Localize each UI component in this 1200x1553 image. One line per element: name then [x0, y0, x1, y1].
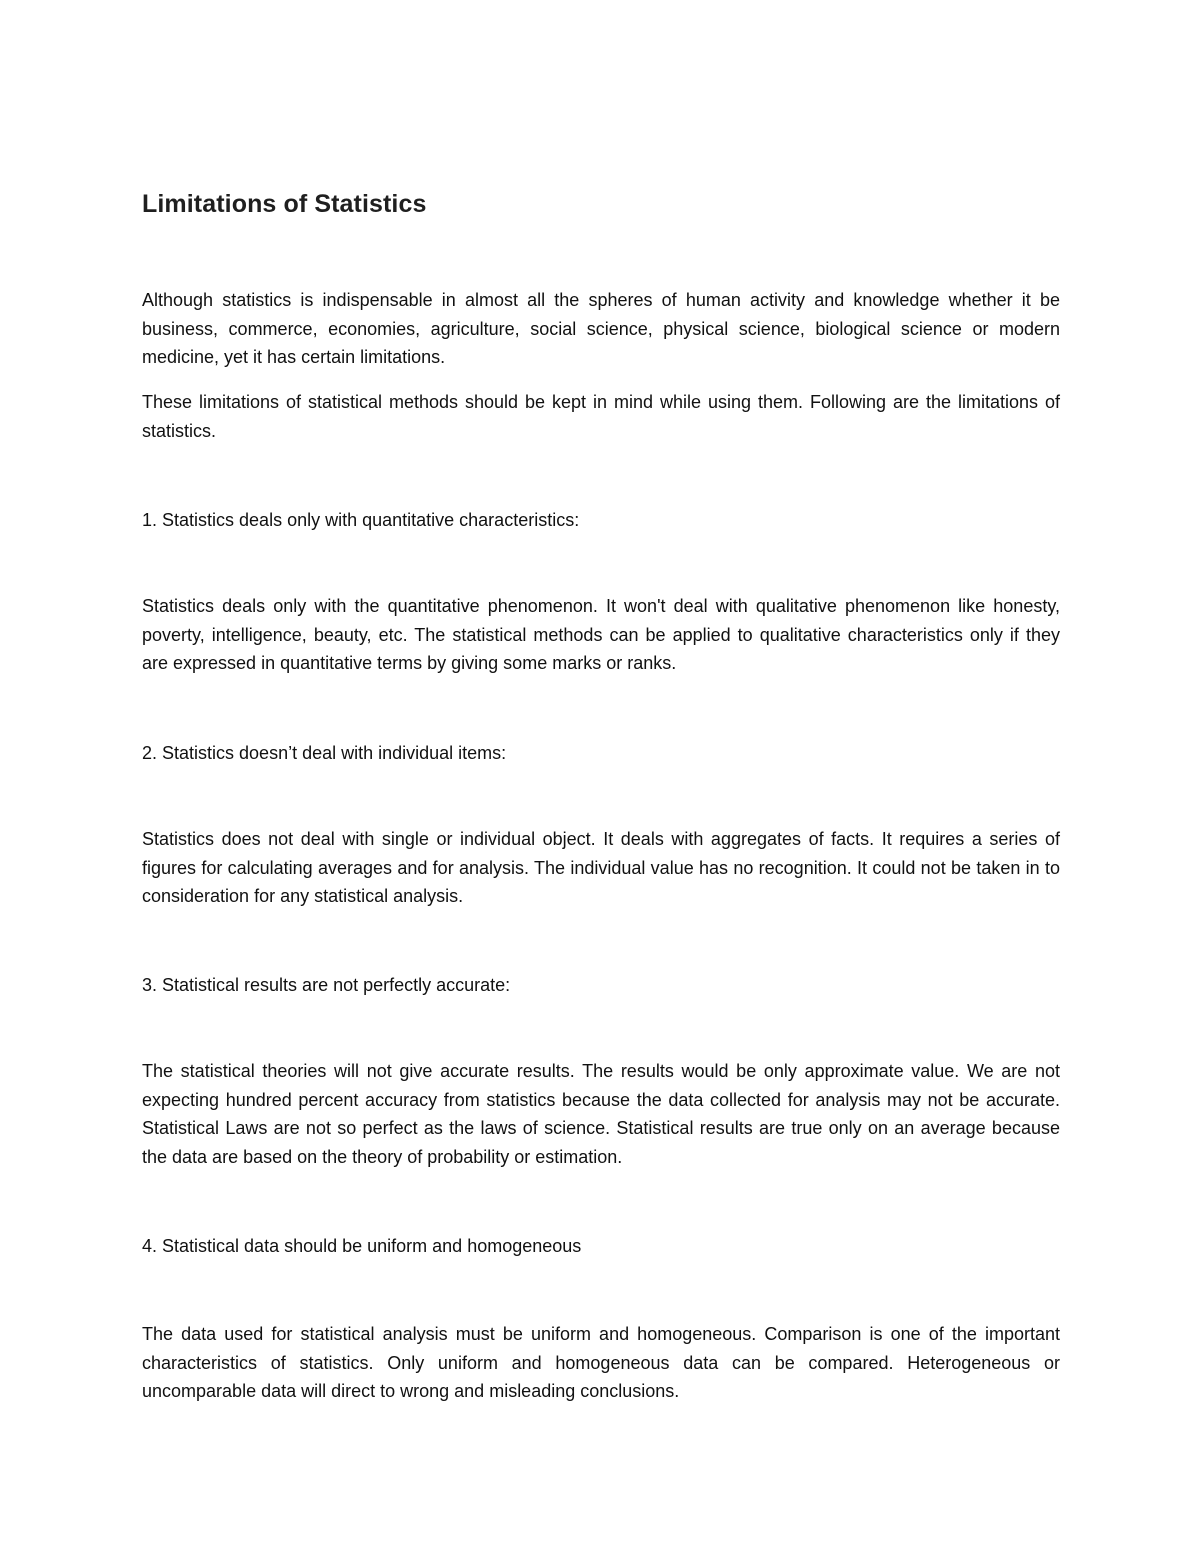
section-2-heading: 2. Statistics doesn’t deal with individual items: [142, 743, 507, 763]
section-3-body: The statistical theories will not give accurate results. The results would be only approximate value. We are not expecting hundred percent accuracy from statistics because the data collected for analysis may not be accurate. Statistical Laws are not so perfect as the laws of science. Statistical results are true only on an average because the data are based on the theory of probability or estimation. [142, 1061, 1060, 1167]
section-1-body: Statistics deals only with the quantitative phenomenon. It won't deal with qualitative phenomenon like honesty, poverty, intelligence, beauty, etc. The statistical methods can be applied to qualitative characteristics only if they are expressed in quantitative terms by giving some marks or ranks. [142, 596, 1060, 673]
section-4-heading: 4. Statistical data should be uniform and homogeneous [142, 1236, 582, 1256]
intro-paragraph-1: Although statistics is indispensable in almost all the spheres of human activity and knowledge whether it be business, commerce, economies, agriculture, social science, physical science, biological science or modern medicine, yet it has certain limitations. [142, 290, 1060, 367]
intro-paragraph-2: These limitations of statistical methods should be kept in mind while using them. Following are the limitations of statistics. [142, 392, 1060, 441]
section-2-body: Statistics does not deal with single or individual object. It deals with aggregates of facts. It requires a series of figures for calculating averages and for analysis. The individual value has no recognition. It could not be taken in to consideration for any statistical analysis. [142, 829, 1060, 906]
section-1-heading: 1. Statistics deals only with quantitative characteristics: [142, 510, 580, 530]
document-page [142, 0, 1060, 1553]
section-3-heading: 3. Statistical results are not perfectly accurate: [142, 975, 511, 995]
document-title: Limitations of Statistics [142, 190, 427, 218]
section-4-body: The data used for statistical analysis must be uniform and homogeneous. Comparison is one of the important characteristics of statistics. Only uniform and homogeneous data can be compared. Heterogeneous or uncomparable data will direct to wrong and misleading conclusions. [142, 1324, 1060, 1401]
